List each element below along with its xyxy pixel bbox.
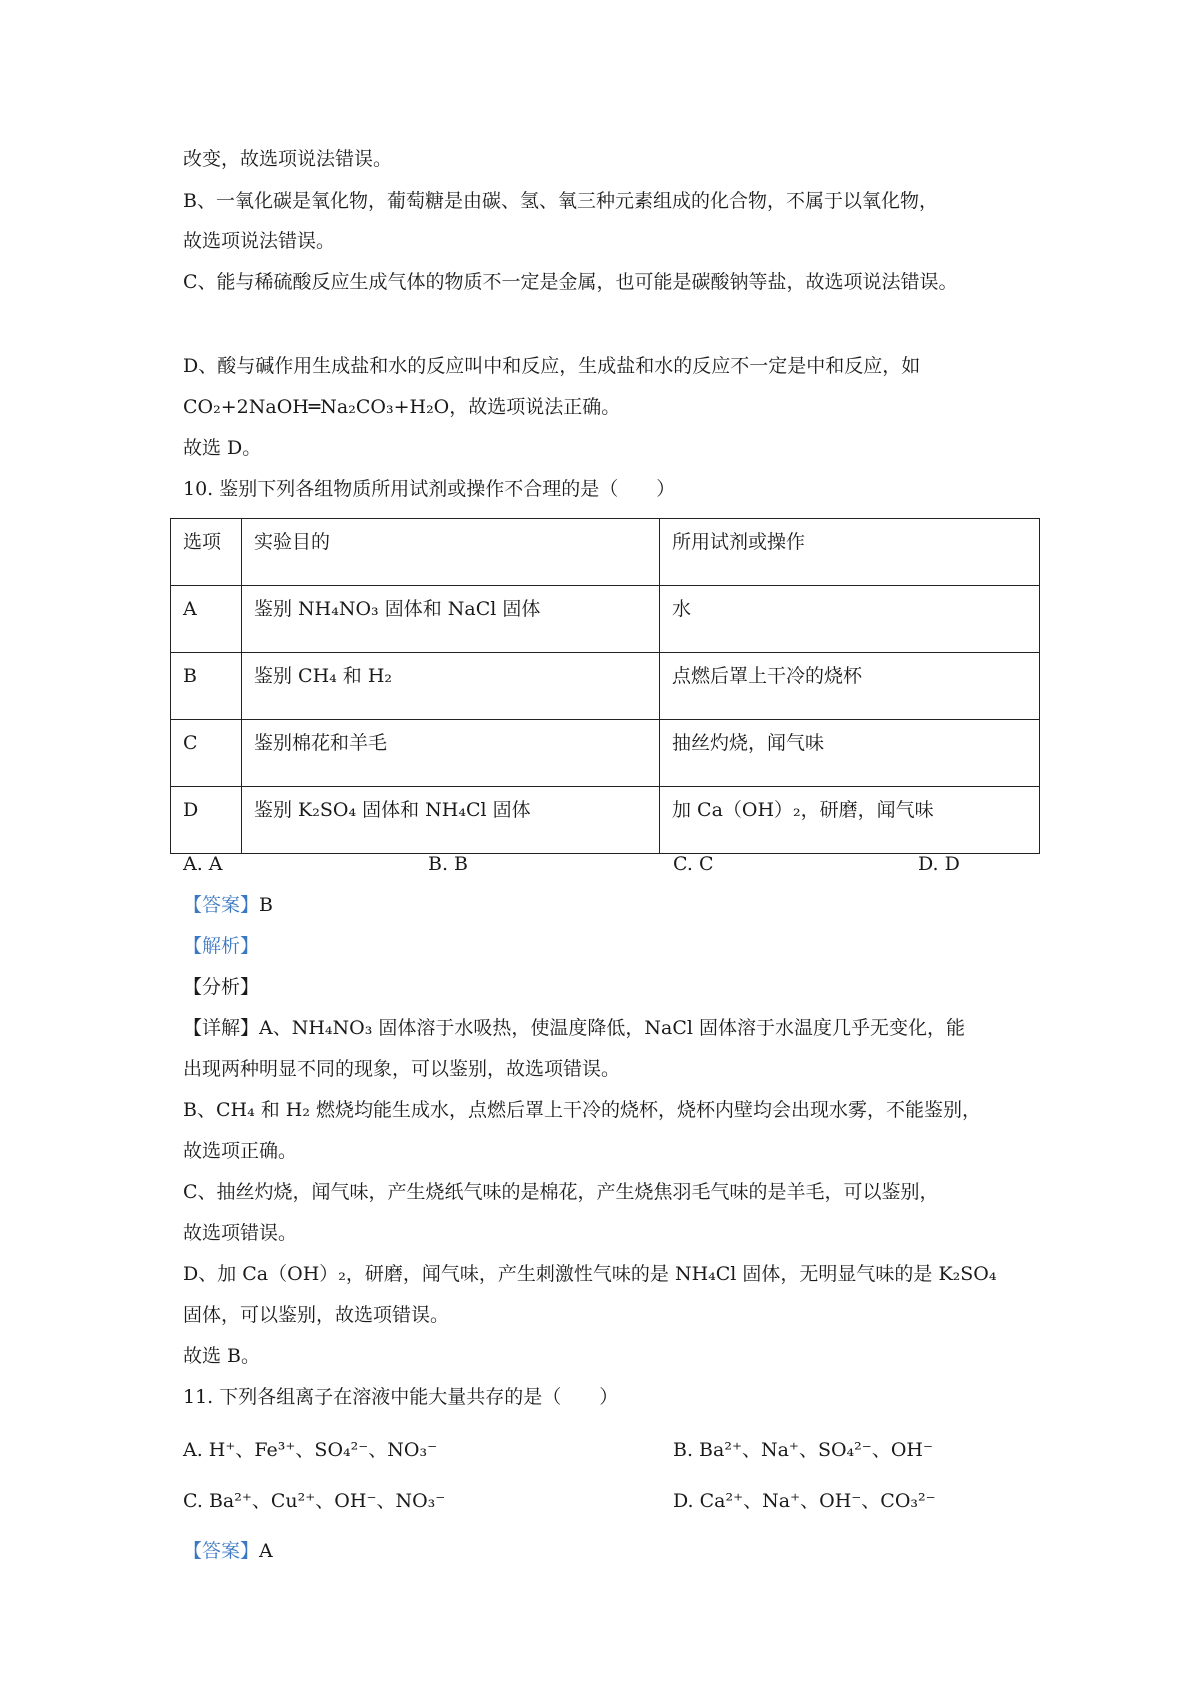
question-11-stem: 11. 下列各组离子在溶液中能大量共存的是（ ）	[183, 1386, 619, 1408]
answer-line	[183, 892, 273, 918]
detail-line: 固体，可以鉴别，故选项错误。	[183, 1304, 450, 1326]
option-d: D. Ca²⁺、Na⁺、OH⁻、CO₃²⁻	[673, 1490, 936, 1512]
detail-line: C、抽丝灼烧，闻气味，产生烧纸气味的是棉花，产生烧焦羽毛气味的是羊毛，可以鉴别，	[183, 1181, 939, 1203]
table-row	[171, 787, 1040, 854]
text-line: D、酸与碱作用生成盐和水的反应叫中和反应，生成盐和水的反应不一定是中和反应，如	[183, 355, 921, 377]
table-row	[171, 653, 1040, 720]
table-row	[171, 720, 1040, 787]
answer-label: 【答案】	[183, 894, 260, 916]
question-10-table	[170, 518, 1040, 854]
text-line: C、能与稀硫酸反应生成气体的物质不一定是金属，也可能是碳酸钠等盐，故选项说法错误。	[183, 271, 958, 293]
fenxi-label: 【分析】	[183, 976, 260, 998]
table-header-cell: 选项	[171, 519, 242, 586]
detail-line: D、加 Ca（OH）₂，研磨，闻气味，产生刺激性气味的是 NH₄Cl 固体，无明显气味的是 K₂SO₄	[183, 1263, 997, 1285]
table-header-cell: 所用试剂或操作	[660, 519, 1040, 586]
detail-line: 出现两种明显不同的现象，可以鉴别，故选项错误。	[183, 1058, 621, 1080]
table-cell: 鉴别 CH₄ 和 H₂	[242, 653, 660, 720]
detail-line: 故选项错误。	[183, 1222, 298, 1244]
table-cell: A	[171, 586, 242, 653]
option-a: A. H⁺、Fe³⁺、SO₄²⁻、NO₃⁻	[183, 1439, 438, 1461]
table-cell: 加 Ca（OH）₂，研磨，闻气味	[660, 787, 1040, 854]
detail-line: 【详解】A、NH₄NO₃ 固体溶于水吸热，使温度降低，NaCl 固体溶于水温度几乎无变化，能	[183, 1017, 965, 1039]
table-cell: 鉴别 K₂SO₄ 固体和 NH₄Cl 固体	[242, 787, 660, 854]
table-cell: 水	[660, 586, 1040, 653]
question-10-stem: 10. 鉴别下列各组物质所用试剂或操作不合理的是（ ）	[183, 478, 676, 500]
text-line: 故选 D。	[183, 437, 262, 459]
answer-value: B	[259, 894, 273, 916]
option-c: C. C	[673, 853, 714, 875]
table-header-cell: 实验目的	[242, 519, 660, 586]
text-line: CO₂+2NaOH═Na₂CO₃+H₂O，故选项说法正确。	[183, 396, 621, 418]
detail-line: 故选项正确。	[183, 1140, 298, 1162]
option-b: B. Ba²⁺、Na⁺、SO₄²⁻、OH⁻	[673, 1439, 933, 1461]
table-cell: 抽丝灼烧，闻气味	[660, 720, 1040, 787]
table-cell: 点燃后罩上干冷的烧杯	[660, 653, 1040, 720]
table-cell: B	[171, 653, 242, 720]
table-cell: D	[171, 787, 242, 854]
option-b: B. B	[428, 853, 469, 875]
table-header-row	[171, 519, 1040, 586]
detail-line: B、CH₄ 和 H₂ 燃烧均能生成水，点燃后罩上干冷的烧杯，烧杯内壁均会出现水雾，不能鉴别，	[183, 1099, 981, 1121]
analysis-label: 【解析】	[183, 935, 260, 957]
answer-line	[183, 1538, 273, 1564]
answer-value: A	[259, 1540, 273, 1562]
table-cell: 鉴别棉花和羊毛	[242, 720, 660, 787]
option-d: D. D	[918, 853, 960, 875]
detail-line: 故选 B。	[183, 1345, 261, 1367]
text-line: 故选项说法错误。	[183, 230, 336, 252]
table-cell: 鉴别 NH₄NO₃ 固体和 NaCl 固体	[242, 586, 660, 653]
option-c: C. Ba²⁺、Cu²⁺、OH⁻、NO₃⁻	[183, 1490, 446, 1512]
table-cell: C	[171, 720, 242, 787]
text-line: 改变，故选项说法错误。	[183, 148, 393, 170]
text-line: B、一氧化碳是氧化物，葡萄糖是由碳、氢、氧三种元素组成的化合物，不属于以氧化物，	[183, 190, 938, 212]
table-row	[171, 586, 1040, 653]
option-a: A. A	[183, 853, 223, 875]
answer-label: 【答案】	[183, 1540, 260, 1562]
